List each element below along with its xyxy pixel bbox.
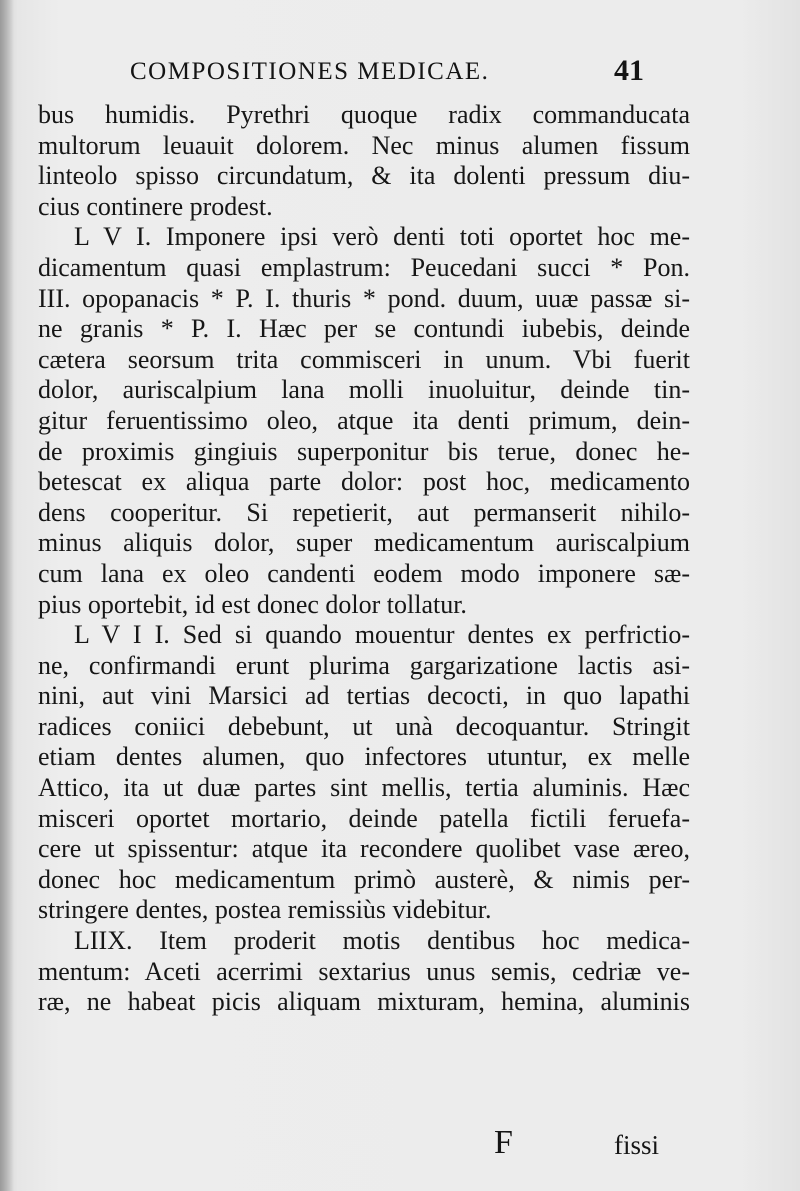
page-number: 41	[614, 54, 644, 87]
text-line: III. opopanacis * P. I. thuris * pond. duum, uuæ passæ si-	[38, 283, 690, 313]
text-line: linteolo spisso circundatum, & ita dolenti pressum diu-	[38, 161, 690, 191]
text-line: pius oportebit, id est donec dolor tollatur.	[38, 589, 467, 619]
catchword: fissi	[614, 1130, 660, 1160]
text-line: L V I. Imponere ipsi verò denti toti oportet hoc me-	[74, 222, 690, 252]
text-line: betescat ex aliqua parte dolor: post hoc, medicamento	[38, 467, 690, 497]
text-line: nini, aut vini Marsici ad tertias decocti, in quo lapathi	[38, 681, 690, 711]
text-line: stringere dentes, postea remissiùs videbitur.	[38, 895, 492, 925]
margin-stains	[720, 0, 780, 120]
text-line: radices coniici debebunt, ut unà decoquantur. Stringit	[38, 711, 690, 741]
text-line: etiam dentes alumen, quo infectores utuntur, ex melle	[38, 742, 690, 772]
text-line: multorum leuauit dolorem. Nec minus alumen fissum	[38, 130, 690, 160]
text-line: donec hoc medicamentum primò austerè, & nimis per-	[38, 864, 690, 894]
text-line: dens cooperitur. Si repetierit, aut permanserit nihilo-	[38, 497, 690, 527]
text-line: ne, confirmandi erunt plurima gargarizatione lactis asi-	[38, 650, 690, 680]
binding-shadow	[0, 0, 14, 1191]
text-line: cætera seorsum trita commisceri in unum. Vbi fuerit	[38, 344, 690, 374]
text-line: ne granis * P. I. Hæc per se contundi iubebis, deinde	[38, 314, 690, 344]
text-line: ræ, ne habeat picis aliquam mixturam, hemina, aluminis	[38, 987, 690, 1017]
text-line: LIIX. Item proderit motis dentibus hoc medica-	[74, 926, 690, 956]
running-title: COMPOSITIONES MEDICAE.	[130, 58, 490, 85]
text-line: cius continere prodest.	[38, 191, 273, 221]
text-line: dicamentum quasi emplastrum: Peucedani succi * Pon.	[38, 252, 690, 282]
text-block	[38, 100, 690, 1018]
signature-mark: F	[494, 1124, 513, 1161]
text-line: bus humidis. Pyrethri quoque radix commanducata	[38, 100, 690, 129]
text-line: misceri oportet mortario, deinde patella fictili feruefa-	[38, 803, 690, 833]
text-line: Attico, ita ut duæ partes sint mellis, tertia aluminis. Hæc	[38, 773, 690, 803]
text-line: cere ut spissentur: atque ita recondere quolibet vase æreo,	[38, 834, 690, 864]
text-line: minus aliquis dolor, super medicamentum auriscalpium	[38, 528, 690, 558]
text-line: gitur feruentissimo oleo, atque ita denti primum, dein-	[38, 405, 690, 435]
text-line: L V I I. Sed si quando mouentur dentes ex perfrictio-	[74, 620, 690, 650]
text-line: dolor, auriscalpium lana molli inuoluitur, deinde tin-	[38, 375, 690, 405]
text-line: de proximis gingiuis superponitur bis terue, donec he-	[38, 436, 690, 466]
text-line: mentum: Aceti acerrimi sextarius unus semis, cedriæ ve-	[38, 956, 690, 986]
text-line: cum lana ex oleo candenti eodem modo imponere sæ-	[38, 558, 690, 588]
